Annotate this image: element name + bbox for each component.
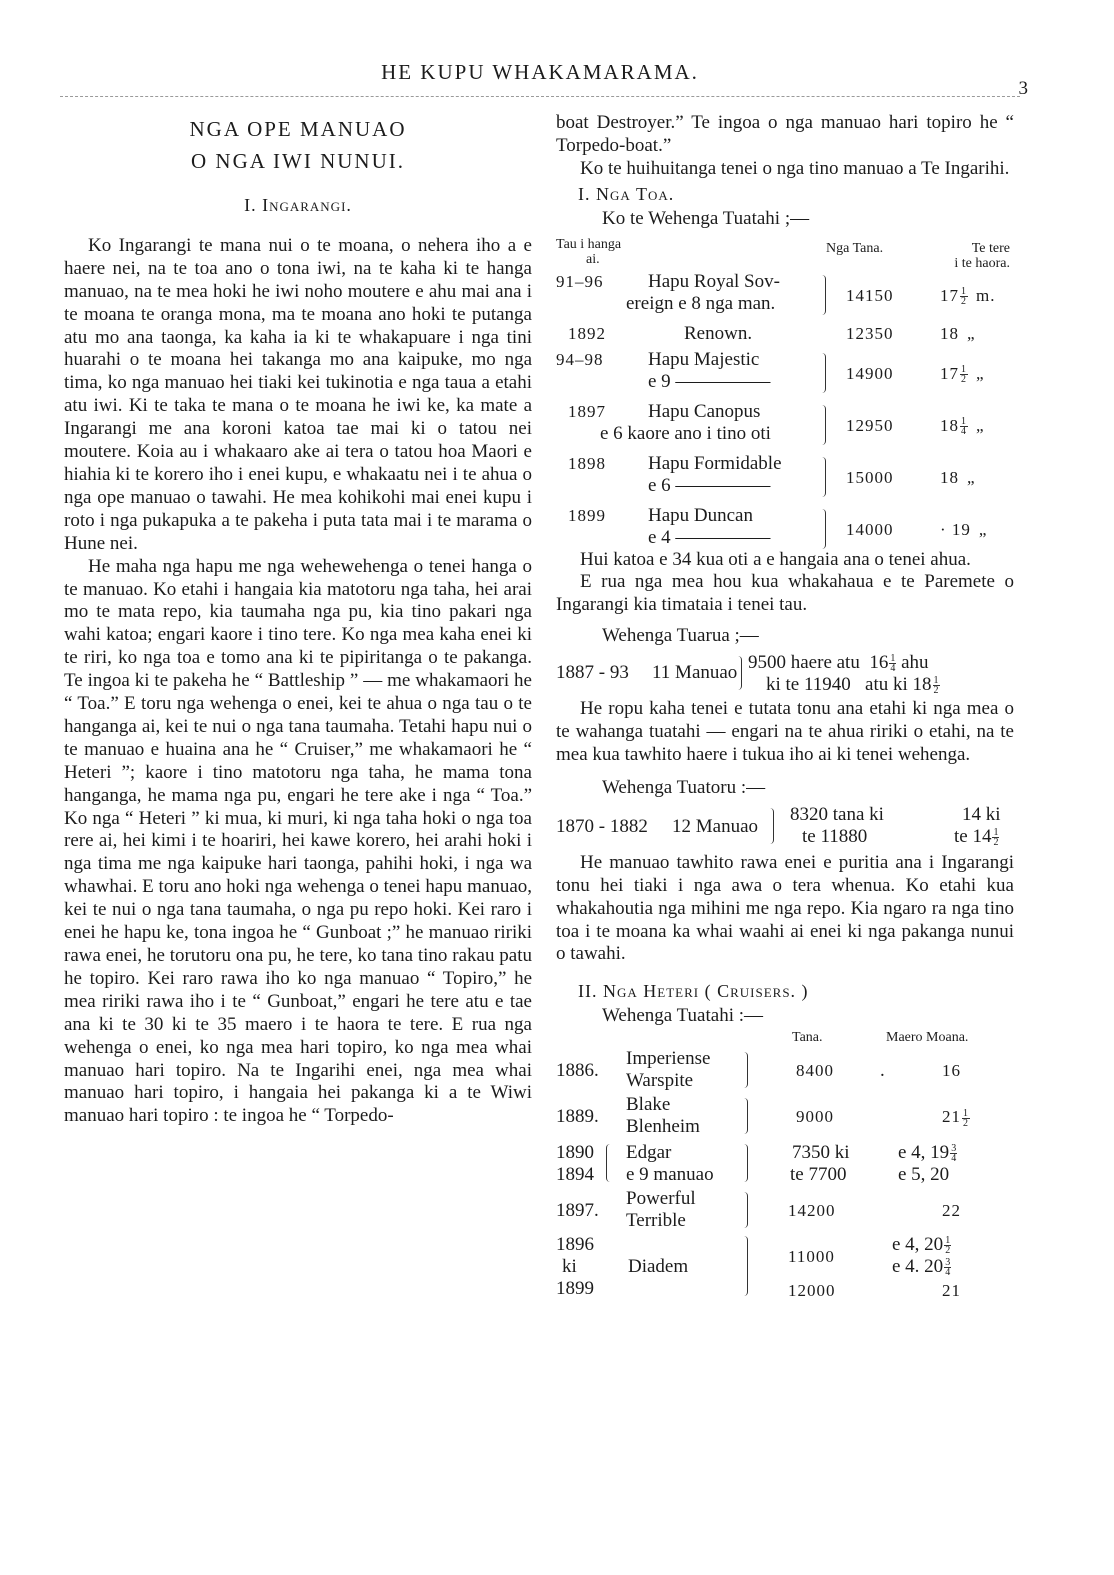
t4-r1-maero: 16 [942, 1061, 961, 1081]
t2-line2: ki te 11940 atu ki 18 $\frac{1}{2}$ [766, 674, 939, 697]
t4-r2-name2: Blenheim [626, 1116, 700, 1138]
paragraph-ropu-kaha: He ropu kaha tenei e tutata tonu ana etahi ki nga mea o te wahanga tuatahi — engari na te ahua ririki o etahi, na te mea kua tawhito haere i tukua iho ai ki tenei wehenga. [556, 698, 1014, 765]
row-brace [822, 457, 826, 497]
table-row [556, 505, 1014, 553]
row-name-line2: ereign e 8 nga man. [626, 292, 776, 314]
t2-name: 11 Manuao [652, 662, 738, 684]
row-year: 1899 [568, 505, 606, 525]
row-tere: 17 $\frac{1}{2}$ „ [940, 363, 985, 386]
row-tana: 12350 [846, 323, 894, 343]
paragraph-classes: He maha nga hapu me nga wehewehenga o tenei hanga o te manuao. Ko etahi i hangaia kia matotoru nga taha, hei arai mo te mata repo, kia taumaha nga pu, kia tino pakari nga wahi katoa; engari kaore i tino tere. Ko nga mea kaha enei ki te riri, ko nga toa e tomo ana ki te pipiritanga o te pakanga. Te ingoa ki te pakeha he “ Battleship ” — me whakamaori he “ Toa.” E toru nga wehenga o enei, kei te ahua o nga tau o te hanganga ai, kei te nui o nga tana taumaha. Tetahi hapu nui o te manuao e huaina ana he “ Cruiser,” me whakamaori he “ Heteri ”; kaore i tino matotoru nga taha, he mama tona hanganga, he mama nga pu, engari he tere ake i nga “ Toa.” Ko nga “ Heteri ” ki mua, ki muri, ki nga taha hoki o nga toa rere ai, hei kimi i te hoariri, hei kawe korero, hei arahi hoki i nga tima me nga kaipuke hari taonga, pahihi hoki, i nga wa whawhai. E toru ano hoki nga wehenga o tenei hapu manuao, kei te nui o nga tana taumaha, o nga pu repo hoki. Kei raro i enei he hapu ke, tona ingoa he “ Gunboat ;” he manuao ririki rawa enei, he torutoru ona pu, he tere, ko tana tino rakau patu he topiro. Kei raro rawa iho ko nga manuao “ Topiro,” he mea ririki rawa iho i te “ Gunboat,” engari he tere atu e tae ana ki te 30 ki te 35 maero i te haora te tere. E rua nga wehenga o enei, ko nga mea hari topiro, ko nga mea whai manuao hari topiro. Na te Ingarihi enei, nga mea whai manuao hari topiro, i hangaia hei pakanga ki a te Wiwi manuao hari topiro : te ingoa he “ Torpedo- [64, 555, 532, 1127]
t4-r3-brace [744, 1144, 748, 1182]
subheading-wehenga-tuarua: Wehenga Tuarua ;— [602, 625, 759, 647]
row-tana: 12950 [846, 415, 894, 435]
t4-r1-brace [744, 1052, 748, 1088]
t4-r5-brace [744, 1236, 748, 1296]
row-name-line2: e 9 ————— [648, 370, 771, 392]
t4-r5-year3: 1899 [556, 1278, 594, 1300]
row-name-line1: Hapu Formidable [648, 452, 782, 474]
t4-r3-year1: 1890 [556, 1142, 594, 1164]
paragraph-continued: boat Destroyer.” Te ingoa o nga manuao hari topiro he “ Torpedo-boat.” [556, 112, 1014, 156]
t4-r1-name1: Imperiense [626, 1048, 711, 1070]
t4-r4-brace [744, 1192, 748, 1228]
row-tana: 14000 [846, 519, 894, 539]
paragraph-tawhito: He manuao tawhito rawa enei e puritia ana i Ingarangi tonu hei tiaki i nga awa o tera whenua. Ko etahi kua whakahoutia nga mihini me nga repo. Kia ngaro ra nga tino toa i te moana ka whai waahi ai enei ki nga pakanga nunui o tawahi. [556, 851, 1014, 965]
t4-r2-year: 1889. [556, 1106, 599, 1128]
t4-r5-maero1: e 4, 20 $\frac{1}{2}$ [892, 1234, 951, 1257]
row-year: 91–96 [556, 271, 604, 291]
row-name-line1: Hapu Royal Sov- [648, 270, 780, 292]
row-year: 1892 [568, 323, 606, 343]
t4-r4-maero: 22 [942, 1201, 961, 1221]
t4-r2-name1: Blake [626, 1094, 671, 1116]
col-header-tere: Te tere i te haora. [954, 240, 1010, 271]
row-tere: 18 „ [940, 467, 976, 487]
subheading-wehenga-tuatoru: Wehenga Tuatoru :— [602, 776, 766, 798]
t3-line2a: te 11880 [802, 825, 868, 847]
table-row [556, 323, 1014, 347]
t3-brace [770, 808, 774, 844]
t3-line1a: 8320 tana ki [790, 803, 884, 825]
article-title-line1: NGA OPE MANUAO [189, 117, 407, 141]
table-row [556, 349, 1014, 397]
table-row [556, 401, 1014, 449]
t4-r5-year2: ki [562, 1256, 577, 1278]
row-name-line1: Hapu Canopus [648, 400, 761, 422]
t4-r2-tana: 9000 [796, 1107, 834, 1127]
t2-brace [738, 656, 742, 690]
row-brace [822, 509, 826, 549]
left-column [64, 112, 532, 1128]
t3-line1b: 14 ki [962, 803, 1001, 825]
table-row [556, 271, 1014, 319]
t4-r5-maero3: 21 [942, 1281, 961, 1301]
row-tana: 14900 [846, 363, 894, 383]
row-tere: 18 $\frac{1}{4}$ „ [940, 415, 985, 438]
t4-r5-maero2: e 4. 20 $\frac{3}{4}$ [892, 1256, 951, 1279]
t4-r1-name2: Warspite [626, 1070, 694, 1092]
row-tere: 17 $\frac{1}{2}$ m. [940, 285, 996, 308]
row-name-line2: e 6 ————— [648, 474, 771, 496]
t3-line2b: te 14 $\frac{1}{2}$ [954, 825, 999, 848]
subheading-wehenga-tuatahi: Ko te Wehenga Tuatahi ;— [602, 207, 810, 229]
t4-r5-name: Diadem [628, 1256, 689, 1278]
row-name-line1: Hapu Duncan [648, 504, 753, 526]
t4-r3-tana1: 7350 ki [792, 1142, 850, 1164]
paragraph-list-intro: Ko te huihuitanga tenei o nga tino manuao a Te Ingarihi. [580, 157, 1010, 179]
t2-year: 1887 - 93 [556, 662, 629, 684]
row-year: 94–98 [556, 349, 604, 369]
row-name-line1: Renown. [684, 322, 753, 344]
t4-r1-tana: 8400 [796, 1061, 834, 1081]
t4-r5-tana2: 12000 [788, 1281, 836, 1301]
row-year: 1898 [568, 453, 606, 473]
row-brace [822, 405, 826, 445]
row-year: 1897 [568, 401, 606, 421]
t4-r3-year2: 1894 [556, 1164, 594, 1186]
paragraph-e-rua: E rua nga mea hou kua whakahaua e te Paremete o Ingarangi kia timataia i tenei tau. [556, 571, 1014, 616]
row-tana: 14150 [846, 285, 894, 305]
section-heading-ingarangi: I. Ingarangi. [244, 195, 352, 215]
page-number: 3 [1018, 78, 1028, 99]
t2-line1: 9500 haere atu 16 $\frac{1}{4}$ ahu [748, 652, 929, 675]
table-row [556, 453, 1014, 501]
t4-col-maero: Maero Moana. [886, 1030, 969, 1046]
table-battleships-third-class [556, 800, 1014, 852]
t4-r5-tana1: 11000 [788, 1247, 835, 1267]
row-name-line2: e 6 kaore ano i tino oti [600, 422, 771, 444]
col-header-year: Tau i hanga ai. [556, 236, 622, 267]
article-title-line2: O NGA IWI NUNUI. [191, 149, 405, 173]
row-brace [822, 353, 826, 393]
t4-r3-maero2: e 5, 20 [898, 1164, 950, 1186]
t4-r4-name1: Powerful [626, 1188, 696, 1210]
t3-name: 12 Manuao [672, 815, 759, 837]
running-head-title: HE KUPU WHAKAMARAMA. [381, 60, 699, 84]
section-heading-toa: I. Nga Toa. [578, 183, 675, 204]
row-name-line2: e 4 ————— [648, 526, 771, 548]
t4-r1-dot: . [880, 1060, 885, 1082]
t4-r3-year-brace [606, 1144, 610, 1182]
row-tere: · 19 „ [940, 519, 988, 539]
row-brace [822, 275, 826, 315]
t4-r4-tana: 14200 [788, 1201, 836, 1221]
t4-r2-brace [744, 1098, 748, 1134]
col-header-tana: Nga Tana. [826, 240, 884, 256]
running-head [60, 60, 1028, 99]
table-battleships-first-class [556, 231, 1014, 549]
t4-r5-year1: 1896 [556, 1234, 594, 1256]
paragraph-intro: Ko Ingarangi te mana nui o te moana, o nehera iho a e haere nei, na te toa ano o tona iwi, na te kaha ki te hanga manuao, na te mea hoki he iwi noho moutere e ahu mai ana i te moana te oranga mona, ma te moana ano hoki te putanga atu mo ana taonga, ka kaha ia ki te whakapuare i nga tini huarahi o te moana hei takanga mo ana kaipuke, mo nga tima, ko nga manuao hei tiaki kei tukinotia e nga taua a etahi atu iwi. Ki te taka te mana o te moana he iwi ke, ka mate a Ingarangi me ana koroni katoa tae mai ki o tatou nei moutere. Koia au i whakaaro ake ai tera o tatou hoa Maori e hiahia ki te korero iho i enei kupu, e whakaatu nei i te ahua o nga ope manuao o tawahi. He mea kohikohi mai enei kupu i roto i nga pukapuka a te pakeha i puta tata mai i te marama o Hune nei. [64, 234, 532, 554]
t4-r3-name2: e 9 manuao [626, 1164, 714, 1186]
subheading-wehenga-tuatahi-heteri: Wehenga Tuatahi :— [602, 1005, 764, 1027]
t3-year: 1870 - 1882 [556, 815, 648, 837]
t4-r1-year: 1886. [556, 1060, 599, 1082]
table-battleships-second-class [556, 648, 1014, 698]
t4-r3-tana2: te 7700 [790, 1164, 847, 1186]
t4-r3-maero1: e 4, 19 $\frac{3}{4}$ [898, 1142, 957, 1165]
row-tana: 15000 [846, 467, 894, 487]
t4-r4-name2: Terrible [626, 1210, 686, 1232]
t4-r4-year: 1897. [556, 1200, 599, 1222]
t4-r2-maero: 21 $\frac{1}{2}$ [942, 1107, 969, 1129]
paragraph-hui-katoa: Hui katoa e 34 kua oti a e hangaia ana o tenei ahua. [580, 548, 971, 570]
t4-r3-name1: Edgar [626, 1142, 672, 1164]
table-cruisers [556, 1028, 1014, 1304]
row-tere: 18 „ [940, 323, 976, 343]
section-heading-heteri: II. Nga Heteri ( Cruisers. ) [578, 981, 809, 1002]
t4-col-tana: Tana. [792, 1030, 823, 1046]
row-name-line1: Hapu Majestic [648, 348, 760, 370]
right-column [556, 112, 1014, 1304]
